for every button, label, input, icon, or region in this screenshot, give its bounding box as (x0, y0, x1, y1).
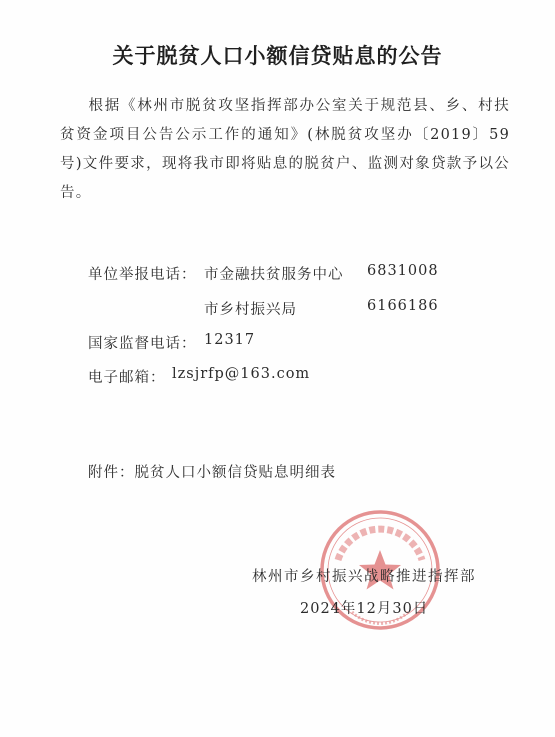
attachment-line: 附件：脱贫人口小额信贷贴息明细表 (88, 465, 336, 481)
report-org-2: 市乡村振兴局 (204, 302, 297, 318)
report-phone-1: 6831008 (367, 263, 439, 279)
issue-date: 2024年12月30日 (300, 601, 429, 617)
report-org-1: 市金融扶贫服务中心 (204, 267, 344, 283)
national-phone: 12317 (204, 332, 256, 348)
signer-org: 林州市乡村振兴战略推进指挥部 (252, 569, 476, 585)
national-label: 国家监督电话： (88, 336, 197, 352)
report-phone-2: 6166186 (367, 298, 439, 314)
body-paragraph (60, 92, 510, 208)
paragraph-text: 根据《林州市脱贫攻坚指挥部办公室关于规范县、乡、村扶贫资金项目公告公示工作的通知》(林脱贫攻坚办〔2019〕59号)文件要求，现将我市即将贴息的脱贫户、监测对象贷款予以公告。 (60, 98, 510, 201)
report-label: 单位举报电话： (88, 267, 197, 283)
email-address: lzsjrfp@163.com (172, 366, 311, 382)
email-label: 电子邮箱： (88, 370, 166, 386)
document-title: 关于脱贫人口小额信贷贴息的公告 (112, 43, 443, 68)
